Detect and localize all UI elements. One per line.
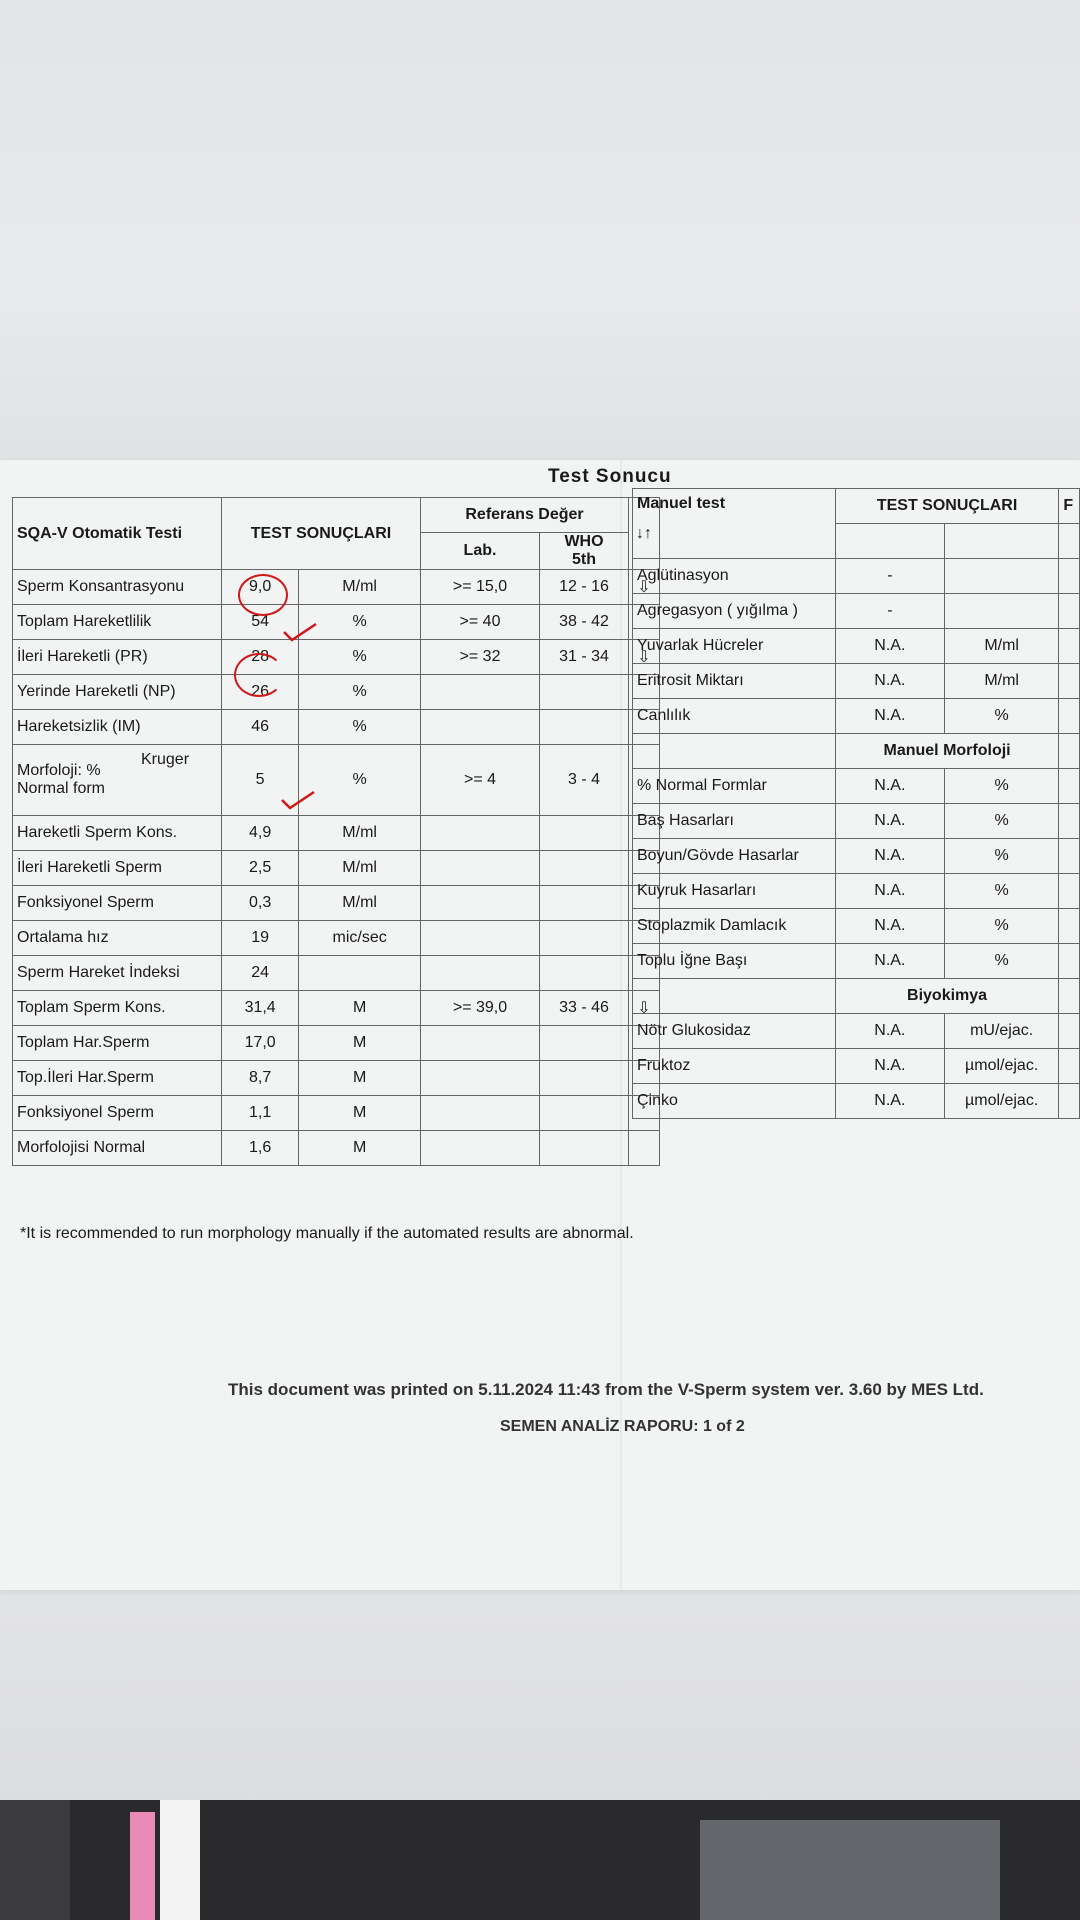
result-unit: % <box>299 745 421 816</box>
cutoff-cell <box>1059 664 1080 699</box>
result-unit: % <box>944 699 1058 734</box>
result-unit: % <box>299 640 421 675</box>
who-reference: 38 - 42 <box>540 605 629 640</box>
who-reference <box>540 886 629 921</box>
table-row <box>13 570 660 605</box>
row-label: Baş Hasarları <box>633 804 836 839</box>
manual-test-table <box>632 488 1080 1119</box>
lab-reference <box>421 710 540 745</box>
result-unit: M/ml <box>299 570 421 605</box>
row-label: Yuvarlak Hücreler <box>633 629 836 664</box>
cutoff-cell <box>1059 699 1080 734</box>
row-label: Morfolojisi Normal <box>13 1131 222 1166</box>
result-unit: % <box>299 710 421 745</box>
row-label: Agregasyon ( yığılma ) <box>633 594 836 629</box>
result-unit: M/ml <box>299 816 421 851</box>
who-reference <box>540 956 629 991</box>
table-row <box>633 769 1080 804</box>
lab-reference <box>421 921 540 956</box>
row-label: Fonksiyonel Sperm <box>13 886 222 921</box>
result-value: N.A. <box>835 909 944 944</box>
footnote: *It is recommended to run morphology manually if the automated results are abnormal. <box>20 1225 634 1242</box>
result-value: N.A. <box>835 699 944 734</box>
row-label: Çinko <box>633 1084 836 1119</box>
table-row <box>633 804 1080 839</box>
section-title: Biyokimya <box>835 979 1059 1014</box>
result-value: N.A. <box>835 629 944 664</box>
row-label: Stoplazmik Damlacık <box>633 909 836 944</box>
table-row <box>13 710 660 745</box>
who-reference: 33 - 46 <box>540 991 629 1026</box>
cutoff-cell <box>1059 1014 1080 1049</box>
row-label: Toplu İğne Başı <box>633 944 836 979</box>
result-unit: µmol/ejac. <box>944 1049 1058 1084</box>
who-reference <box>540 921 629 956</box>
cutoff-cell <box>1059 1049 1080 1084</box>
header-manual-results: TEST SONUÇLARI <box>835 489 1059 524</box>
lab-reference <box>421 1096 540 1131</box>
header-row <box>13 498 660 533</box>
header-automatic-test: SQA-V Otomatik Testi <box>13 498 222 570</box>
result-unit: % <box>944 874 1058 909</box>
lab-reference <box>421 816 540 851</box>
who-reference: 31 - 34 <box>540 640 629 675</box>
result-unit: µmol/ejac. <box>944 1084 1058 1119</box>
row-label: Hareketsizlik (IM) <box>13 710 222 745</box>
result-value: N.A. <box>835 839 944 874</box>
lab-reference: >= 40 <box>421 605 540 640</box>
red-circle-progressive <box>234 653 284 697</box>
row-label: Fonksiyonel Sperm <box>13 1096 222 1131</box>
result-value: - <box>835 594 944 629</box>
who-reference <box>540 1026 629 1061</box>
row-label: Sperm Hareket İndeksi <box>13 956 222 991</box>
desk-objects <box>0 1800 1080 1920</box>
row-label: Sperm Konsantrasyonu <box>13 570 222 605</box>
who-reference: 3 - 4 <box>540 745 629 816</box>
table-row <box>633 874 1080 909</box>
table-row <box>13 886 660 921</box>
red-checkmark-morphology <box>280 790 316 810</box>
table-row <box>13 675 660 710</box>
lab-reference: >= 15,0 <box>421 570 540 605</box>
table-row <box>13 851 660 886</box>
result-value: 4,9 <box>222 816 299 851</box>
lab-reference <box>421 886 540 921</box>
table-row <box>633 699 1080 734</box>
cutoff-cell <box>1059 944 1080 979</box>
row-label: Ortalama hız <box>13 921 222 956</box>
row-label: Boyun/Gövde Hasarlar <box>633 839 836 874</box>
header-manual-test: Manuel test <box>633 489 836 559</box>
header-results: TEST SONUÇLARI <box>222 498 421 570</box>
table-row <box>13 605 660 640</box>
result-unit: % <box>299 675 421 710</box>
result-value: 19 <box>222 921 299 956</box>
result-unit: M <box>299 1061 421 1096</box>
table-row <box>633 594 1080 629</box>
result-unit: mic/sec <box>299 921 421 956</box>
cutoff-cell <box>1059 769 1080 804</box>
result-value: 5 <box>222 745 299 816</box>
row-label: Fruktoz <box>633 1049 836 1084</box>
result-value: 0,3 <box>222 886 299 921</box>
result-value: 2,5 <box>222 851 299 886</box>
table-row <box>13 991 660 1026</box>
result-value: 24 <box>222 956 299 991</box>
cutoff-cell <box>1059 629 1080 664</box>
result-unit: % <box>944 944 1058 979</box>
result-unit: M <box>299 1131 421 1166</box>
result-value: N.A. <box>835 874 944 909</box>
biochemistry-section-header <box>633 979 1080 1014</box>
result-unit: M/ml <box>944 664 1058 699</box>
result-value: N.A. <box>835 1084 944 1119</box>
result-unit <box>299 956 421 991</box>
result-unit: mU/ejac. <box>944 1014 1058 1049</box>
result-value: N.A. <box>835 664 944 699</box>
row-label: Top.İleri Har.Sperm <box>13 1061 222 1096</box>
row-label-text: Morfoloji: % Normal form <box>17 762 106 797</box>
who-reference <box>540 816 629 851</box>
cutoff-cell <box>1059 1084 1080 1119</box>
result-unit: M <box>299 991 421 1026</box>
table-row <box>13 745 660 816</box>
header-who: WHO 5th <box>540 533 629 570</box>
result-value: 46 <box>222 710 299 745</box>
row-label: % Normal Formlar <box>633 769 836 804</box>
who-reference <box>540 1131 629 1166</box>
row-label: Toplam Sperm Kons. <box>13 991 222 1026</box>
row-label: Nötr Glukosidaz <box>633 1014 836 1049</box>
lab-reference <box>421 851 540 886</box>
background-wall <box>0 0 1080 470</box>
cutoff-cell <box>1059 874 1080 909</box>
row-label: Toplam Har.Sperm <box>13 1026 222 1061</box>
result-unit: % <box>944 909 1058 944</box>
who-reference <box>540 675 629 710</box>
row-label: Aglütinasyon <box>633 559 836 594</box>
lab-reference: >= 39,0 <box>421 991 540 1026</box>
report-page: SEMEN ANALİZ RAPORU: 1 of 2 <box>500 1418 745 1435</box>
red-checkmark-motility <box>282 622 318 642</box>
result-unit: % <box>944 839 1058 874</box>
lab-reference <box>421 1026 540 1061</box>
result-value: N.A. <box>835 1049 944 1084</box>
cutoff-cell <box>1059 804 1080 839</box>
report-title: Test Sonucu <box>548 466 672 487</box>
table-row <box>633 664 1080 699</box>
cutoff-cell <box>1059 909 1080 944</box>
result-unit: M <box>299 1096 421 1131</box>
table-row <box>633 629 1080 664</box>
result-unit: M <box>299 1026 421 1061</box>
cutoff-cell <box>1059 559 1080 594</box>
lab-reference <box>421 1131 540 1166</box>
result-value: 26 <box>222 675 299 710</box>
row-label: Eritrosit Miktarı <box>633 664 836 699</box>
result-unit <box>944 594 1058 629</box>
flag-arrow: ⇩ <box>629 570 660 605</box>
table-row <box>13 1026 660 1061</box>
result-value: N.A. <box>835 769 944 804</box>
print-info: This document was printed on 5.11.2024 11:43 from the V-Sperm system ver. 3.60 by MES Ltd. <box>228 1380 984 1399</box>
who-reference <box>540 1061 629 1096</box>
result-unit: M/ml <box>944 629 1058 664</box>
table-row <box>633 1014 1080 1049</box>
table-row <box>13 921 660 956</box>
header-arrows: ↓↑ <box>629 498 660 570</box>
red-circle-concentration <box>238 574 288 616</box>
result-value: N.A. <box>835 944 944 979</box>
table-row <box>633 559 1080 594</box>
row-label: İleri Hareketli Sperm <box>13 851 222 886</box>
result-unit <box>944 559 1058 594</box>
row-label: Hareketli Sperm Kons. <box>13 816 222 851</box>
table-row <box>13 1131 660 1166</box>
table-row <box>633 909 1080 944</box>
result-value: N.A. <box>835 804 944 839</box>
result-value: 17,0 <box>222 1026 299 1061</box>
table-row <box>13 956 660 991</box>
table-row <box>13 816 660 851</box>
who-reference: 12 - 16 <box>540 570 629 605</box>
result-value: - <box>835 559 944 594</box>
header-cutoff: F <box>1059 489 1080 524</box>
result-value: 1,6 <box>222 1131 299 1166</box>
flag-arrow <box>629 1131 660 1166</box>
right-header-row <box>633 489 1080 524</box>
cutoff-cell <box>1059 594 1080 629</box>
lab-reference <box>421 956 540 991</box>
lab-reference <box>421 675 540 710</box>
lab-reference: >= 32 <box>421 640 540 675</box>
row-label: İleri Hareketli (PR) <box>13 640 222 675</box>
result-unit: M/ml <box>299 851 421 886</box>
table-row <box>633 1084 1080 1119</box>
morphology-section-header <box>633 734 1080 769</box>
table-row <box>633 944 1080 979</box>
result-value: N.A. <box>835 1014 944 1049</box>
who-reference <box>540 1096 629 1131</box>
row-label: Canlılık <box>633 699 836 734</box>
table-row <box>633 1049 1080 1084</box>
row-label: Yerinde Hareketli (NP) <box>13 675 222 710</box>
row-label: Kuyruk Hasarları <box>633 874 836 909</box>
automatic-test-table <box>12 497 660 1166</box>
result-value: 28 <box>222 640 299 675</box>
table-row <box>633 839 1080 874</box>
flag-arrow: ⇩ <box>629 640 660 675</box>
row-label: Toplam Hareketlilik <box>13 605 222 640</box>
table-row <box>13 1061 660 1096</box>
kruger-label: Kruger <box>141 751 190 768</box>
who-reference <box>540 851 629 886</box>
lab-reference <box>421 1061 540 1096</box>
header-reference: Referans Değer <box>421 498 629 533</box>
result-value: 31,4 <box>222 991 299 1026</box>
result-unit: % <box>944 769 1058 804</box>
result-value: 9,0 <box>222 570 299 605</box>
result-value: 1,1 <box>222 1096 299 1131</box>
result-unit: % <box>944 804 1058 839</box>
row-label <box>13 745 222 816</box>
result-value: 54 <box>222 605 299 640</box>
table-row <box>13 1096 660 1131</box>
lab-reference: >= 4 <box>421 745 540 816</box>
cutoff-cell <box>1059 839 1080 874</box>
who-reference <box>540 710 629 745</box>
flag-arrow: ⇩ <box>629 991 660 1026</box>
table-row <box>13 640 660 675</box>
result-value: 8,7 <box>222 1061 299 1096</box>
result-unit: M/ml <box>299 886 421 921</box>
section-title: Manuel Morfoloji <box>835 734 1059 769</box>
result-unit: % <box>299 605 421 640</box>
header-lab: Lab. <box>421 533 540 570</box>
